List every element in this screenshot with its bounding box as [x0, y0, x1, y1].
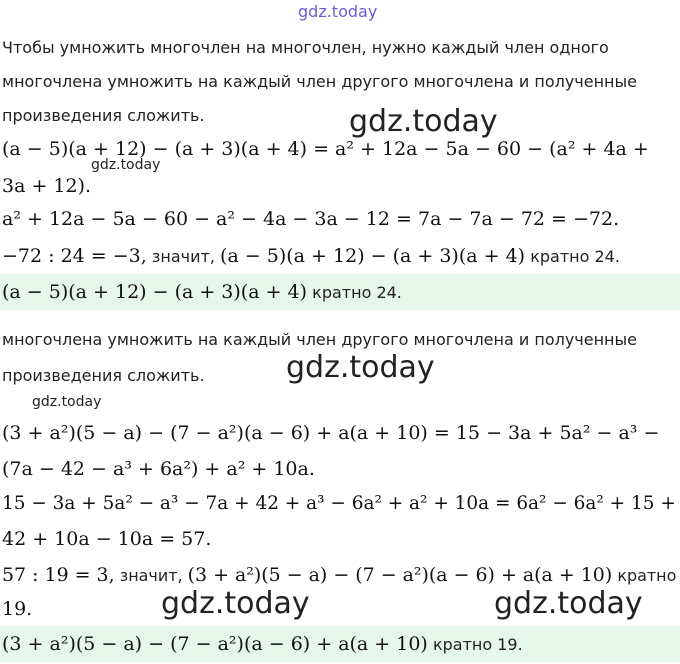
watermark-4: gdz.today	[32, 394, 102, 410]
rule2-line-2: произведения сложить.	[2, 366, 205, 385]
watermark-3: gdz.today	[286, 350, 435, 385]
equation2-line-2: (7a − 42 − a³ + 6a²) + a² + 10a.	[2, 458, 315, 480]
watermark-2: gdz.today	[91, 157, 161, 173]
equation-line-3: a² + 12a − 5a − 60 − a² − 4a − 3a − 12 = 7a − 7a − 72 = −72.	[2, 208, 620, 230]
equation2-line-3: 15 − 3a + 5a² − a³ − 7a + 42 + a³ − 6a² + a² + 10a = 6a² − 6a² + 15 +	[2, 492, 676, 514]
check-word: значит,	[151, 247, 215, 266]
equation-line-1: (a − 5)(a + 12) − (a + 3)(a + 4) = a² + 12a − 5a − 60 − (a² + 4a +	[2, 138, 649, 160]
answer2-expression: (3 + a²)(5 − a) − (7 − a²)(a − 6) + a(a + 10)	[2, 633, 428, 655]
check-expression: (a − 5)(a + 12) − (a + 3)(a + 4)	[220, 245, 526, 267]
check2-line	[2, 564, 676, 586]
answer-line-1	[2, 281, 402, 303]
rule-line-1: Чтобы умножить многочлен на многочлен, нужно каждый член одного	[2, 38, 609, 57]
equation2-line-4: 42 + 10a − 10a = 57.	[2, 528, 212, 550]
check2-tail: кратно	[617, 566, 677, 585]
watermark-1: gdz.today	[349, 104, 498, 139]
rule-line-3: произведения сложить.	[2, 106, 205, 125]
check-line-1	[2, 245, 620, 267]
answer-tail: кратно 24.	[312, 283, 402, 302]
watermark-6: gdz.today	[494, 586, 643, 621]
watermark-top: gdz.today	[298, 2, 378, 21]
equation-line-2: 3a + 12).	[2, 175, 92, 197]
check2-math: 57 : 19 = 3,	[2, 564, 115, 586]
equation2-line-1: (3 + a²)(5 − a) − (7 − a²)(a − 6) + a(a + 10) = 15 − 3a + 5a² − a³ −	[2, 422, 660, 444]
watermark-5: gdz.today	[161, 586, 310, 621]
check2-word: значит,	[119, 566, 183, 585]
answer-expression: (a − 5)(a + 12) − (a + 3)(a + 4)	[2, 281, 308, 303]
rule2-line-1: многочлена умножить на каждый член другого многочлена и полученные	[2, 330, 637, 349]
rule-line-2: многочлена умножить на каждый член другого многочлена и полученные	[2, 72, 637, 91]
check-tail: кратно 24.	[530, 247, 620, 266]
check2-expression: (3 + a²)(5 − a) − (7 − a²)(a − 6) + a(a + 10)	[187, 564, 613, 586]
answer2-line	[2, 633, 523, 655]
check-math: −72 : 24 = −3,	[2, 245, 147, 267]
answer2-tail: кратно 19.	[432, 635, 523, 654]
check2-tail-2: 19.	[2, 598, 33, 620]
